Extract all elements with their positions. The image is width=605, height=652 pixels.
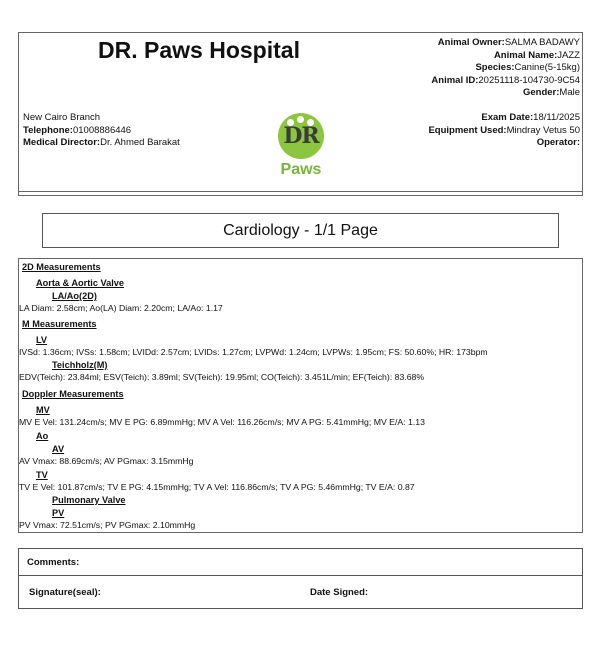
director-row xyxy=(23,137,180,150)
animal-name-row xyxy=(431,50,580,63)
report-header xyxy=(18,32,583,196)
branch-name: New Cairo Branch xyxy=(23,112,101,123)
aorta-valve-heading: Aorta & Aortic Valve xyxy=(36,278,124,288)
animal-name-label: Animal Name: xyxy=(493,49,558,61)
equipment-value: Mindray Vetus 50 xyxy=(506,124,580,136)
hospital-name: DR. Paws Hospital xyxy=(98,37,300,63)
paw-print-icon xyxy=(297,116,304,123)
animal-id-value: 20251118-104730-9C54 xyxy=(478,74,580,86)
animal-id-row xyxy=(431,75,580,88)
la-ao-values: LA Diam: 2.58cm; Ao(LA) Diam: 2.20cm; LA/Ao: 1.17 xyxy=(19,303,223,313)
ao-heading: Ao xyxy=(36,431,49,441)
owner-row xyxy=(431,37,580,50)
signature-label: Signature(seal): xyxy=(29,587,101,598)
operator-row xyxy=(428,137,580,150)
exam-date-label: Exam Date: xyxy=(481,112,534,123)
pulmonary-valve-heading: Pulmonary Valve xyxy=(52,495,126,505)
av-heading: AV xyxy=(52,444,65,454)
branch-info xyxy=(23,112,180,150)
tv-heading: TV xyxy=(36,470,48,480)
director-value: Dr. Ahmed Barakat xyxy=(100,137,180,148)
owner-value: SALMA BADAWY xyxy=(504,37,580,48)
gender-row xyxy=(431,87,580,100)
exam-info xyxy=(428,112,580,150)
director-label: Medical Director: xyxy=(23,137,101,148)
mv-heading: MV xyxy=(36,405,50,415)
section-doppler-heading: Doppler Measurements xyxy=(22,389,124,399)
species-row xyxy=(431,62,580,75)
date-signed-label: Date Signed: xyxy=(310,587,369,598)
equipment-row xyxy=(428,125,580,138)
logo-subtext: Paws xyxy=(280,161,322,178)
measurements-panel xyxy=(18,258,583,533)
species-value: Canine(5-15kg) xyxy=(514,62,580,73)
header-divider xyxy=(19,191,582,192)
av-values: AV Vmax: 88.69cm/s; AV PGmax: 3.15mmHg xyxy=(19,456,194,466)
gender-label: Gender: xyxy=(522,87,560,98)
operator-label: Operator: xyxy=(536,137,580,148)
species-label: Species: xyxy=(475,62,515,73)
la-ao-heading: LA/Ao(2D) xyxy=(52,291,97,301)
teichholz-heading: Teichholz(M) xyxy=(52,360,108,370)
telephone-label: Telephone: xyxy=(23,124,73,136)
telephone-row xyxy=(23,125,180,138)
owner-label: Animal Owner: xyxy=(437,37,505,48)
animal-name-value: JAZZ xyxy=(557,49,580,61)
page-title: Cardiology - 1/1 Page xyxy=(42,213,559,248)
lv-values: IVSd: 1.36cm; IVSs: 1.58cm; LVIDd: 2.57cm; LVIDs: 1.27cm; LVPWd: 1.24cm; LVPWs: 1.95cm; FS: 50.60%; HR: 173bpm xyxy=(19,347,488,357)
section-m-heading: M Measurements xyxy=(22,319,97,329)
gender-value: Male xyxy=(559,87,580,98)
exam-date-row xyxy=(428,112,580,125)
mv-values: MV E Vel: 131.24cm/s; MV E PG: 6.89mmHg; MV A Vel: 116.26cm/s; MV A PG: 5.41mmHg; MV E/A: 1.13 xyxy=(19,417,425,427)
section-2d-heading: 2D Measurements xyxy=(22,262,101,272)
animal-id-label: Animal ID: xyxy=(431,74,479,86)
animal-info xyxy=(431,37,580,100)
signature-box xyxy=(18,576,583,609)
pv-values: PV Vmax: 72.51cm/s; PV PGmax: 2.10mmHg xyxy=(19,520,196,530)
tv-values: TV E Vel: 101.87cm/s; TV E PG: 4.15mmHg; TV A Vel: 116.86cm/s; TV A PG: 5.46mmHg; TV E/A: 0.87 xyxy=(19,482,415,492)
teichholz-values: EDV(Teich): 23.84ml; ESV(Teich): 3.89ml; SV(Teich): 19.95ml; CO(Teich): 3.451L/min; EF(Teich): 83.68% xyxy=(19,372,425,382)
equipment-label: Equipment Used: xyxy=(428,124,507,136)
telephone-value: 01008886446 xyxy=(72,124,132,136)
hospital-logo xyxy=(275,113,327,183)
lv-heading: LV xyxy=(36,335,48,345)
comments-label: Comments: xyxy=(27,557,80,568)
logo-text: DR xyxy=(283,123,319,149)
exam-date-value: 18/11/2025 xyxy=(533,112,580,123)
comments-box xyxy=(18,548,583,576)
pv-heading: PV xyxy=(52,508,65,518)
